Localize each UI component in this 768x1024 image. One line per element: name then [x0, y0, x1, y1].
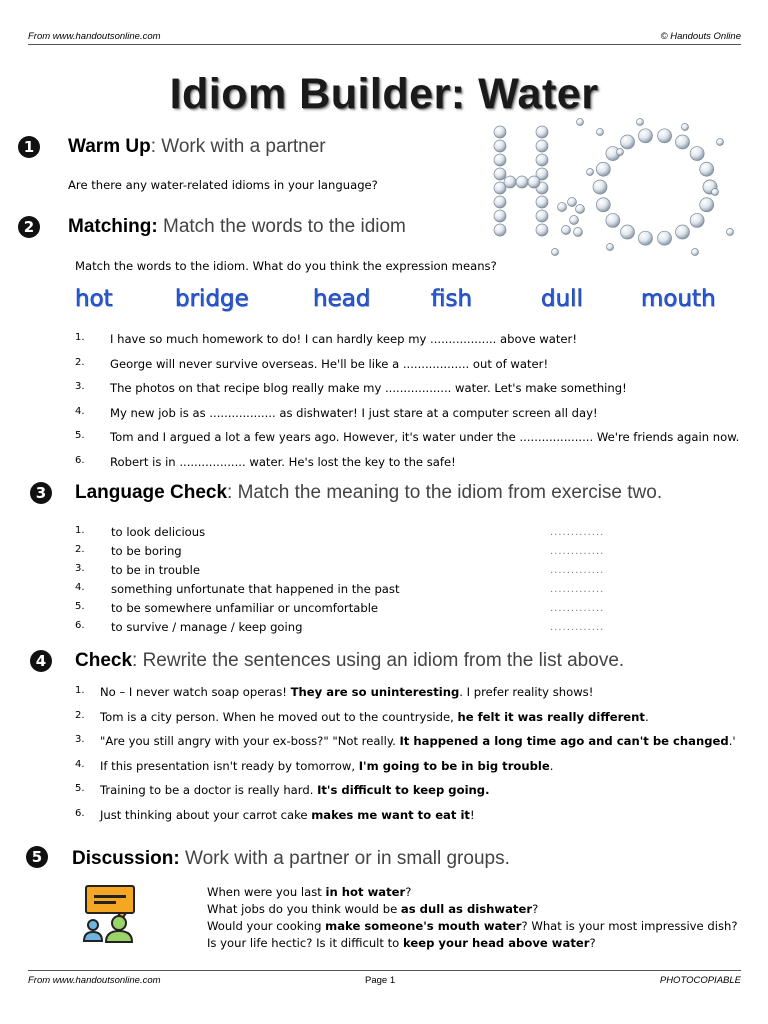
- answer-blank: .............: [550, 603, 605, 614]
- list-item: 6. to survive / manage / keep going .............: [75, 620, 605, 634]
- bubble-shape: [494, 224, 506, 236]
- page-title: Idiom Builder: Water: [169, 70, 599, 118]
- bubble-shape: [690, 213, 704, 227]
- bubble-shape: [717, 139, 724, 146]
- bubble-shape: [574, 228, 583, 237]
- answer-blank: .............: [550, 527, 605, 538]
- warmup-title: Warm Up: [68, 136, 151, 157]
- bubble-shape: [494, 154, 506, 166]
- bubble-shape: [596, 198, 610, 212]
- list-item: When were you last in hot water?: [207, 885, 412, 899]
- word-bank-item: fish: [431, 286, 473, 312]
- section-number-4: 4: [30, 650, 52, 672]
- bubble-shape: [552, 249, 559, 256]
- warmup-heading: [68, 136, 326, 158]
- discussion-people-icon: [82, 884, 140, 944]
- list-item: 1. No – I never watch soap operas! They are so uninteresting. I prefer reality shows!: [75, 685, 594, 699]
- bubble-shape: [727, 229, 734, 236]
- warmup-question: Are there any water-related idioms in your language?: [68, 178, 378, 192]
- section-number-5: 5: [26, 846, 48, 868]
- bubble-shape: [536, 196, 548, 208]
- bubble-shape: [494, 126, 506, 138]
- list-item: What jobs do you think would be as dull as dishwater?: [207, 902, 539, 916]
- discussion-heading: [72, 848, 510, 870]
- bubble-shape: [596, 162, 610, 176]
- discussion-subtitle: Work with a partner or in small groups.: [179, 848, 510, 869]
- language-check-title: Language Check: [75, 482, 228, 503]
- header-source: From www.handoutsonline.com: [28, 31, 161, 42]
- bubble-shape: [690, 147, 704, 161]
- bubble-shape: [607, 244, 614, 251]
- footer-page-number: Page 1: [365, 975, 396, 986]
- check-sentences: [75, 685, 755, 833]
- check-title: Check: [75, 650, 133, 671]
- warmup-subtitle: : Work with a partner: [150, 136, 326, 157]
- bubble-shape: [568, 198, 577, 207]
- list-item: 5. Training to be a doctor is really hard. It's difficult to keep going.: [75, 783, 490, 798]
- list-item: 4. If this presentation isn't ready by tomorrow, I'm going to be in big trouble.: [75, 758, 554, 773]
- check-subtitle: : Rewrite the sentences using an idiom from the list above.: [132, 650, 625, 671]
- list-item: 2. George will never survive overseas. He'll be like a .................. out of water!: [75, 356, 549, 371]
- discussion-title: Discussion:: [72, 848, 180, 869]
- bubble-shape: [577, 119, 584, 126]
- bubble-shape: [494, 210, 506, 222]
- footer-divider: [28, 970, 741, 971]
- language-check-subtitle: : Match the meaning to the idiom from exercise two.: [227, 482, 663, 503]
- bubble-shape: [587, 169, 594, 176]
- list-item: 1. to look delicious .............: [75, 525, 605, 539]
- language-check-items: [75, 525, 615, 639]
- header-divider: [28, 44, 741, 45]
- list-item: 6. Just thinking about your carrot cake makes me want to eat it!: [75, 807, 475, 822]
- bubble-shape: [638, 231, 652, 245]
- bubble-shape: [692, 249, 699, 256]
- list-item: 5. to be somewhere unfamiliar or uncomfortable .............: [75, 601, 605, 615]
- bubble-shape: [593, 180, 607, 194]
- list-item: 4. something unfortunate that happened in the past .............: [75, 582, 605, 596]
- word-bank-item: mouth: [641, 286, 716, 312]
- bubble-shape: [494, 140, 506, 152]
- bubble-shape: [494, 196, 506, 208]
- word-bank-item: dull: [541, 286, 583, 312]
- bubble-shape: [676, 135, 690, 149]
- matching-instruction: Match the words to the idiom. What do you think the expression means?: [75, 259, 497, 273]
- page-header: [28, 31, 741, 42]
- bubble-shape: [536, 140, 548, 152]
- list-item: 3. to be in trouble .............: [75, 563, 605, 577]
- answer-blank: .............: [550, 565, 605, 576]
- bubble-shape: [676, 225, 690, 239]
- bubble-shape: [658, 129, 672, 143]
- bubble-shape: [700, 162, 714, 176]
- bubble-shape: [562, 226, 571, 235]
- bubble-shape: [516, 176, 528, 188]
- bubble-shape: [621, 135, 635, 149]
- bubble-shape: [682, 124, 689, 131]
- bubble-shape: [597, 129, 604, 136]
- bubble-shape: [536, 224, 548, 236]
- language-check-heading: [75, 482, 662, 504]
- bubble-shape: [528, 176, 540, 188]
- bubble-shape: [637, 119, 644, 126]
- header-copyright: © Handouts Online: [660, 31, 741, 42]
- bubble-shape: [658, 231, 672, 245]
- answer-blank: .............: [550, 622, 605, 633]
- bubble-shape: [712, 189, 719, 196]
- answer-blank: .............: [550, 546, 605, 557]
- bubble-shape: [638, 129, 652, 143]
- list-item: 2. Tom is a city person. When he moved out to the countryside, he felt it was really different.: [75, 709, 649, 724]
- footer-source: From www.handoutsonline.com: [28, 975, 161, 986]
- list-item: Is your life hectic? Is it difficult to keep your head above water?: [207, 936, 596, 950]
- check-heading: [75, 650, 624, 672]
- list-item: 2. to be boring .............: [75, 544, 605, 558]
- list-item: 4. My new job is as .................. as dishwater! I just stare at a computer screen all day!: [75, 405, 598, 420]
- word-bank: [75, 286, 725, 320]
- matching-heading: [68, 216, 406, 238]
- h2o-bubble-logo: [480, 112, 740, 262]
- discussion-questions: [207, 884, 737, 952]
- list-item: Would your cooking make someone's mouth water? What is your most impressive dish?: [207, 919, 738, 933]
- bubble-shape: [504, 176, 516, 188]
- section-number-3: 3: [30, 482, 52, 504]
- word-bank-item: hot: [75, 286, 113, 312]
- matching-sentences: [75, 332, 755, 480]
- bubble-shape: [606, 213, 620, 227]
- bubble-shape: [621, 225, 635, 239]
- bubble-shape: [570, 216, 579, 225]
- bubble-shape: [558, 203, 567, 212]
- word-bank-item: bridge: [175, 286, 249, 312]
- word-bank-item: head: [313, 286, 371, 312]
- bubble-shape: [494, 168, 506, 180]
- footer-photocopiable: PHOTOCOPIABLE: [659, 975, 741, 986]
- list-item: 3. The photos on that recipe blog really make my .................. water. Let's make something!: [75, 381, 627, 396]
- list-item: 6. Robert is in .................. water. He's lost the key to the safe!: [75, 454, 456, 469]
- bubble-shape: [536, 154, 548, 166]
- list-item: 1. I have so much homework to do! I can hardly keep my .................. above water!: [75, 332, 577, 346]
- matching-title: Matching:: [68, 216, 158, 237]
- list-item: 3. "Are you still angry with your ex-boss?" "Not really. It happened a long time ago and can't be changed.': [75, 734, 736, 749]
- bubble-shape: [617, 149, 624, 156]
- bubble-shape: [700, 198, 714, 212]
- bubble-shape: [576, 205, 585, 214]
- section-number-1: 1: [18, 136, 40, 158]
- bubble-shape: [536, 210, 548, 222]
- matching-subtitle: Match the words to the idiom: [157, 216, 406, 237]
- list-item: 5. Tom and I argued a lot a few years ago. However, it's water under the .................... We're friends again now.: [75, 430, 740, 445]
- answer-blank: .............: [550, 584, 605, 595]
- section-number-2: 2: [18, 216, 40, 238]
- bubble-shape: [536, 126, 548, 138]
